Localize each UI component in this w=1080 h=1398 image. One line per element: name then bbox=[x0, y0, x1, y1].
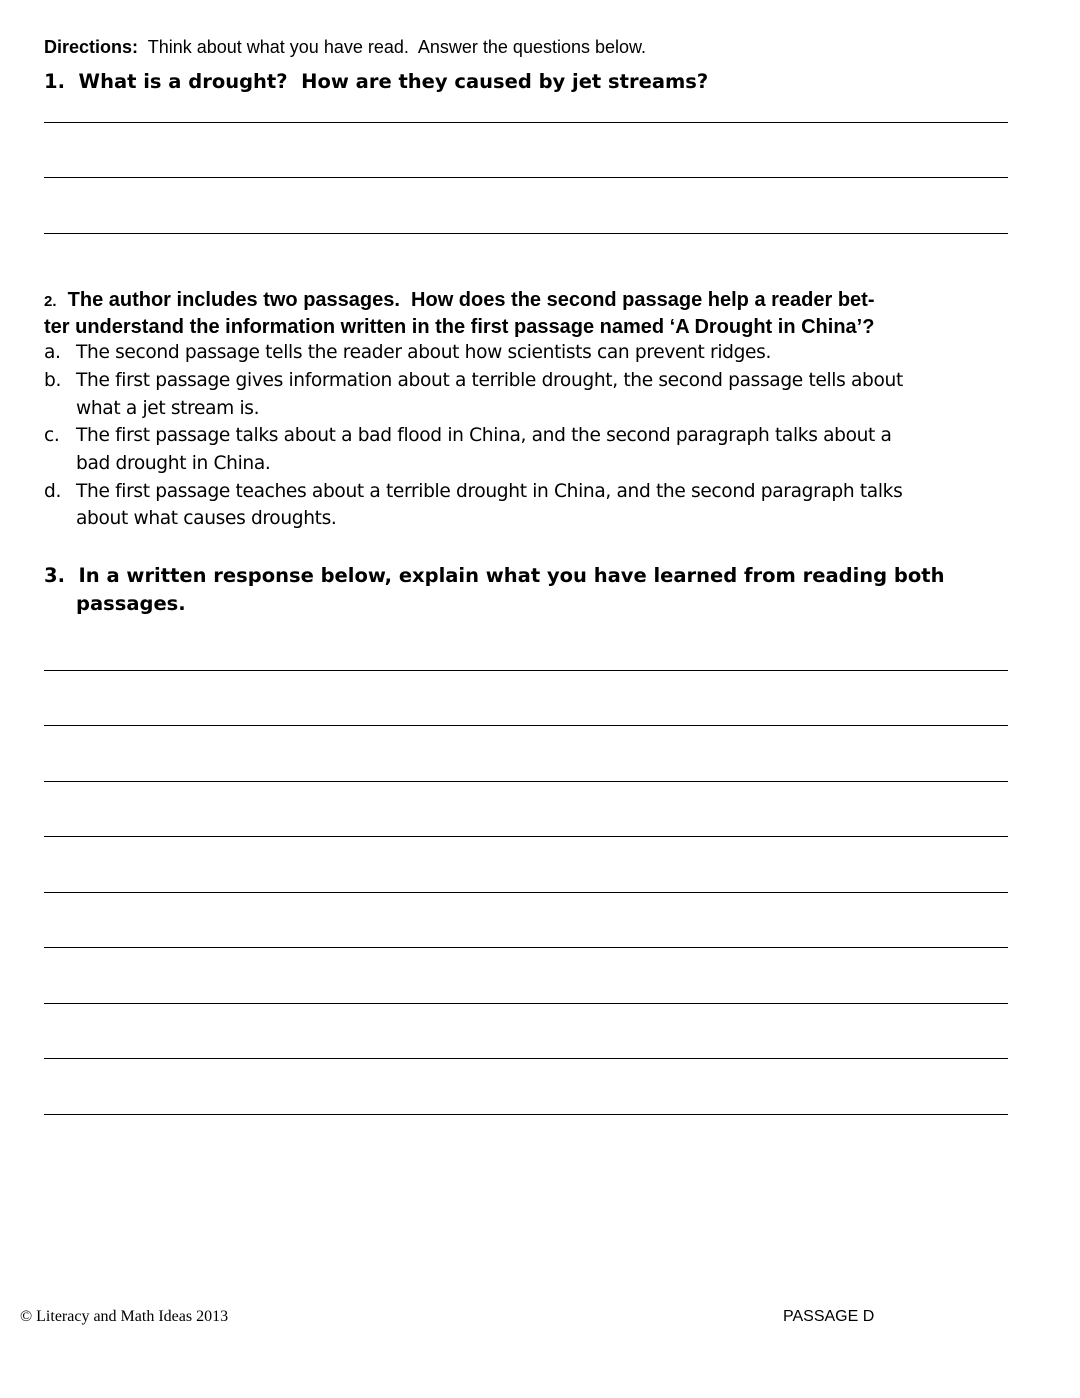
option-c[interactable] bbox=[44, 425, 892, 446]
answer-line[interactable] bbox=[44, 1114, 1008, 1115]
answer-line[interactable] bbox=[44, 947, 1008, 948]
question-2-line-1 bbox=[44, 289, 875, 312]
directions bbox=[44, 37, 646, 58]
option-d[interactable] bbox=[44, 481, 902, 502]
answer-line[interactable] bbox=[44, 122, 1008, 123]
directions-text: Think about what you have read. Answer the questions below. bbox=[138, 37, 647, 57]
answer-line[interactable] bbox=[44, 1058, 1008, 1059]
option-b-cont: what a jet stream is. bbox=[76, 398, 260, 419]
answer-line[interactable] bbox=[44, 233, 1008, 234]
question-3-line-1: 3. In a written response below, explain what you have learned from reading both bbox=[44, 564, 945, 587]
option-text: The first passage talks about a bad flood in China, and the second paragraph talks about a bbox=[76, 425, 892, 446]
question-2-text: The author includes two passages. How does the second passage help a reader bet- bbox=[56, 289, 875, 311]
question-1: 1. What is a drought? How are they caused by jet streams? bbox=[44, 70, 709, 93]
option-c-cont: bad drought in China. bbox=[76, 453, 271, 474]
question-3-line-2: passages. bbox=[76, 592, 186, 615]
option-text: The first passage gives information about a terrible drought, the second passage tells about bbox=[76, 370, 903, 391]
option-b[interactable] bbox=[44, 370, 903, 391]
footer-passage: PASSAGE D bbox=[783, 1308, 875, 1325]
question-2-line-2: ter understand the information written in the first passage named ‘A Drought in China’? bbox=[44, 316, 875, 338]
option-letter: d. bbox=[44, 481, 62, 502]
answer-line[interactable] bbox=[44, 781, 1008, 782]
option-letter: c. bbox=[44, 425, 60, 446]
option-d-cont: about what causes droughts. bbox=[76, 508, 337, 529]
option-a[interactable] bbox=[44, 342, 771, 363]
option-text: The second passage tells the reader about how scientists can prevent ridges. bbox=[76, 342, 772, 363]
footer-copyright: © Literacy and Math Ideas 2013 bbox=[20, 1308, 229, 1325]
answer-line[interactable] bbox=[44, 1003, 1008, 1004]
answer-line[interactable] bbox=[44, 177, 1008, 178]
question-2-number: 2. bbox=[44, 293, 57, 310]
directions-label: Directions: bbox=[44, 37, 139, 57]
option-text: The first passage teaches about a terrible drought in China, and the second paragraph talks bbox=[76, 481, 903, 502]
option-letter: a. bbox=[44, 342, 61, 363]
answer-line[interactable] bbox=[44, 836, 1008, 837]
answer-line[interactable] bbox=[44, 670, 1008, 671]
answer-line[interactable] bbox=[44, 725, 1008, 726]
option-letter: b. bbox=[44, 370, 62, 391]
answer-line[interactable] bbox=[44, 892, 1008, 893]
